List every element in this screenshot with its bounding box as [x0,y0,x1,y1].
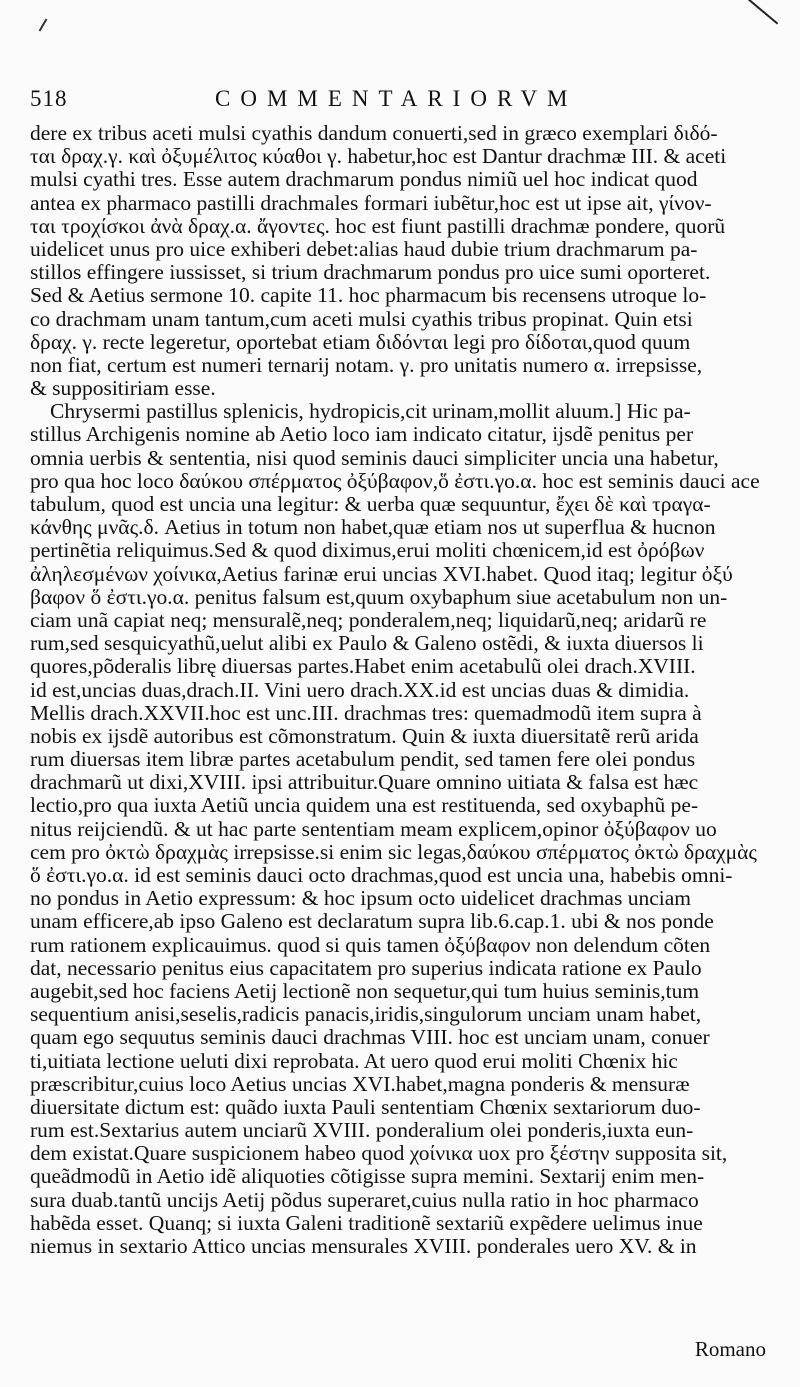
text-line: ti,uitiata lectione ueluti dixi reprobata. At uero quod erui moliti Chœnix hic [30,1049,678,1073]
text-line: ciam unã capiat neq; mensuralẽ,neq; ponderalem,neq; liquidarũ,neq; aridarũ re [30,608,707,632]
text-line: mulsi cyathi tres. Esse autem drachmarum pondus nimiũ uel hoc indicat quod [30,168,698,192]
running-head: COMMENTARIORVM [215,86,578,111]
text-line: nitus reijciendũ. & ut hac parte sententiam meam explicem,opinor ὀξύβαφον uo [30,817,717,841]
text-line: cem pro ὀκτὼ δραχμὰς irrepsisse.si enim sic legas,δαύκου σπέρματος ὀκτὼ δραχμὰς [30,840,757,864]
text-line: id est,uncias duas,drach.II. Vini uero drach.XX.id est uncias duas & dimidia. [30,678,690,702]
text-line: pro qua hoc loco δαύκου σπέρματος ὀξύβαφον,ὅ ἐστι.γο.α. hoc est seminis dauci ace [30,469,760,493]
text-line: & suppositiriam esse. [30,377,216,401]
body-text [30,122,772,1258]
text-line: ἀληλεσμένων χοίνικα,Aetius farinæ erui uncias XVI.habet. Quod itaq; legitur ὀξύ [30,562,733,586]
text-line: præscribitur,cuius loco Aetius uncias XVI.habet,magna ponderis & mensuræ [30,1072,690,1096]
text-line: co drachmam unam tantum,cum aceti mulsi cyathis tribus propinat. Quin etsi [30,307,693,331]
ink-mark [742,0,779,25]
text-line: unam efficere,ab ipso Galeno est declaratum supra lib.6.cap.1. ubi & nos ponde [30,910,714,934]
text-line: rum est.Sextarius autem unciarũ XVIII. ponderalium olei ponderis,iuxta eun- [30,1119,694,1143]
text-line: habẽda esset. Quanq; si iuxta Galeni traditionẽ sextariũ expẽdere uelimus inue [30,1211,703,1235]
page-header [30,86,770,120]
text-line: dere ex tribus aceti mulsi cyathis dandum conuerti,sed in græco exemplari διδό- [30,122,718,145]
text-line: Mellis drach.XXVII.hoc est unc.III. drachmas tres: quemadmodũ item supra à [30,701,702,725]
text-line: rum,sed sesquicyathũ,uelut alibi ex Paulo & Galeno ostẽdi, & iuxta diuersos li [30,632,704,656]
text-line: augebit,sed hoc faciens Aetij lectionẽ non sequetur,qui tum huius seminis,tum [30,979,700,1003]
text-line: pertinẽtia reliquimus.Sed & quod diximus,erui moliti chœnicem,id est ὀρόβων [30,539,705,563]
text-line: tabulum, quod est uncia una legitur: & uerba quæ sequuntur, ἔχει δὲ καὶ τραγα- [30,493,711,516]
text-line: diuersitate dictum est: quãdo iuxta Pauli sententiam Chœnix sextariorum duo- [30,1095,701,1119]
paragraph-start-line: Chrysermi pastillus splenicis, hydropicis,cit urinam,mollit aluum.] Hic pa- [50,400,691,424]
text-line: no pondus in Aetio expressum: & hoc ipsum octo uidelicet drachmas unciam [30,887,691,911]
text-line: ται τροχίσκοι ἀνὰ δραχ.α. ἄγοντες. hoc est fiunt pastilli drachmæ pondere, quorũ [30,214,726,238]
text-line: dem existat.Quare suspicionem habeo quod χοίνικα uox pro ξέστην supposita sit, [30,1142,728,1166]
text-line: κάνθης μνᾶς.δ. Aetius in totum non habet,quæ etiam nos ut superflua & hucnon [30,516,716,540]
text-line: drachmarũ ut dixi,XVIII. ipsi attribuitur.Quare omnino uitiata & falsa est hæc [30,771,699,795]
text-line: lectio,pro qua iuxta Aetiũ uncia quidem una est restituenda, sed oxybaphũ pe- [30,794,699,818]
text-line: dat, necessario penitus eius capacitatem pro superius indicata ratione ex Paulo [30,956,702,980]
text-line: stillus Archigenis nomine ab Aetio loco iam indicato citatur, ijsdẽ penitus per [30,423,694,447]
text-line: Sed & Aetius sermone 10. capite 11. hoc pharmacum bis recensens utroque lo- [30,284,707,308]
text-line: βαφον ὅ ἐστι.γο.α. penitus falsum est,quum oxybaphum siue acetabulum non un- [30,585,728,609]
text-line: nobis ex ijsdẽ autoribus est cõmonstratum. Quin & iuxta diuersitatẽ rerũ arida [30,724,699,748]
text-line: ται δραχ.γ. καὶ ὀξυμέλιτος κύαθοι γ. habetur,hoc est Dantur drachmæ III. & aceti [30,145,727,169]
ink-mark [39,18,48,31]
text-line: stillos effingere iussisset, si trium drachmarum pondus pro uice sumi oporteret. [30,261,711,285]
text-line: quores,põderalis librę diuersas partes.Habet enim acetabulũ olei drach.XVIII. [30,655,696,679]
text-line: sequentium anisi,seselis,radicis panacis,iridis,singulorum unciam unam habet, [30,1003,702,1027]
text-line: rum rationem explicauimus. quod si quis tamen ὀξύβαφον non delendum cõten [30,933,711,957]
text-line: quam ego sequutus seminis dauci drachmas VIII. hoc est unciam unam, conuer [30,1026,710,1050]
page-number: 518 [30,86,68,111]
text-line: niemus in sextario Attico uncias mensurales XVIII. ponderales uero XV. & in [30,1235,697,1258]
text-line: antea ex pharmaco pastilli drachmales formari iubẽtur,hoc est ut ipse ait, γίνον- [30,191,712,215]
text-line: non fiat, certum est numeri ternarij notam. γ. pro unitatis numero α. irrepsisse, [30,353,703,377]
text-line: omnia uerbis & sententia, nisi quod seminis dauci simpliciter uncia una habetur, [30,446,719,470]
text-line: δραχ. γ. recte legeretur, oportebat etiam διδόνται legi pro δίδοται,quod quum [30,330,691,354]
text-line: sura duab.tantũ uncijs Aetij põdus superaret,cuius nulla ratio in hoc pharmaco [30,1188,699,1212]
text-line: ὅ ἐστι.γο.α. id est seminis dauci octo drachmas,quod est uncia una, habebis omni- [30,864,733,887]
text-line: queãdmodũ in Aetio idẽ aliquoties cõtigisse supra memini. Sextarij enim men- [30,1165,705,1189]
text-line: uidelicet unus pro uice exhiberi debet:alias haud dubie trium drachmarum pa- [30,237,698,261]
catchword: Romano [694,1337,766,1361]
text-line: rum diuersas item libræ partes acetabulum pendit, sed tamen fere olei pondus [30,748,696,772]
